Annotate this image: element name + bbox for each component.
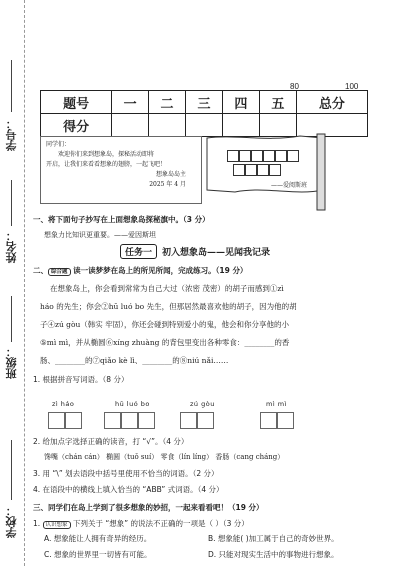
pinyin-label: hū luó bo: [115, 400, 150, 408]
q2-passage-line: 子④zú gòu（韩实 牢固），你还会碰到特别爱小的鬼，他会和你分享他的小: [40, 320, 289, 329]
flag-grid-cell[interactable]: [275, 150, 287, 162]
letter-greeting: 同学们：: [46, 141, 71, 148]
q2-passage-line: ⑤mì mì，并从椭圆⑥xíng zhuàng 的背包里变出各种零食：________的香: [40, 338, 290, 347]
q3-1-badge: 认识想象: [43, 521, 71, 529]
flag-grid-cell[interactable]: [245, 164, 257, 176]
school-label: 学校：: [5, 505, 18, 538]
task1-header: [120, 244, 270, 258]
word-box-group[interactable]: [260, 412, 294, 430]
pinyin-label: mì mì: [266, 400, 287, 408]
score-input-cell[interactable]: [112, 114, 149, 137]
score-header-cell: 五: [259, 91, 296, 114]
q3-1-number: 1.: [33, 519, 41, 528]
letter-line: 开启，让我们来看看想象的翅膀，一起飞吧！: [46, 161, 167, 168]
student-id-line: [11, 60, 12, 112]
pinyin-label: zì háo: [52, 400, 75, 408]
q2-title-text: 读一读梦梦在岛上的所见所闻，完成练习。（19 分）: [73, 266, 248, 275]
score-header-cell: 总分: [296, 91, 367, 114]
score-header-cell: 题号: [41, 91, 112, 114]
student-id-label: 学号：: [5, 118, 18, 151]
name-label: 姓名：: [5, 230, 18, 263]
q2-2-label: 2. 给加点字选择正确的读音，打 “√”。（4 分）: [33, 437, 189, 446]
score-table: [40, 90, 368, 137]
q2-title: [33, 265, 247, 276]
word-box-group[interactable]: [104, 412, 155, 430]
q2-number: 二、: [33, 266, 48, 275]
word-box-group[interactable]: [48, 412, 82, 430]
char-box[interactable]: [104, 412, 121, 429]
pinyin-label: zú gòu: [190, 400, 215, 408]
q3-option-b[interactable]: B. 想象能( )加工属于自己的奇妙世界。: [208, 534, 339, 543]
q1-sentence: 想象力比知识更重要。——爱因斯坦: [44, 231, 156, 239]
q3-option-a[interactable]: A. 想象能让人拥有奇异的经历。: [44, 534, 152, 543]
q2-passage-line: háo 的先生；你会②hū luó bo 先生，但那居然最喜欢他的胡子，因为他的胡: [40, 302, 297, 311]
q3-title: 三、同学们在岛上学到了很多想象的妙招，一起来看看吧！（19 分）: [33, 503, 264, 512]
q2-3-label: 3. 用 “\” 划去语段中括号里使用不恰当的词语。（2 分）: [33, 469, 219, 478]
flag-grid-cell[interactable]: [257, 164, 269, 176]
q2-2-items[interactable]: 馋嘴（chán cán） 椭圆（tuǒ suí） 零食（lín líng） 香肠（cang cháng）: [44, 453, 285, 461]
q2-passage-line: 在想象岛上，你会看到常常为自己大过（浓密 茂密）的胡子而感到①zì: [50, 284, 284, 293]
q1-title: 一、将下面句子抄写在上面想象岛探秘旗中。（3 分）: [33, 215, 210, 224]
task1-badge: 任务一: [120, 244, 157, 259]
score-header-cell: 四: [222, 91, 259, 114]
q2-tag: 综合题: [48, 268, 71, 276]
q3-option-d[interactable]: D. 只能对现实生活中的事物进行想象。: [208, 550, 339, 559]
score-header-cell: 一: [112, 91, 149, 114]
q2-passage-line: 肠、________的⑦qiǎo kè lì、________的⑧niú nǎi……: [40, 356, 229, 365]
class-line: [11, 296, 12, 342]
flag-grid-cell[interactable]: [233, 164, 245, 176]
flag-grid-cell[interactable]: [227, 150, 239, 162]
char-box[interactable]: [121, 412, 138, 429]
flag-grid-cell[interactable]: [287, 150, 299, 162]
student-info-strip: [2, 0, 25, 566]
char-box[interactable]: [260, 412, 277, 429]
flag-grid-cell[interactable]: [251, 150, 263, 162]
flag-sign: ——爱阅斯班: [271, 182, 308, 189]
name-line: [11, 180, 12, 226]
q3-1-text: 下列关于 “想象” 的说法不正确的一项是（ ）（3 分）: [72, 519, 249, 528]
char-box[interactable]: [197, 412, 214, 429]
class-label: 班级：: [5, 346, 18, 379]
score-input-cell[interactable]: [149, 114, 186, 137]
q3-1: [33, 518, 249, 529]
char-box[interactable]: [48, 412, 65, 429]
q2-4-label: 4. 在语段中的横线上填入恰当的 “ABB” 式词语。（4 分）: [33, 485, 224, 494]
score-table-header-row: [41, 91, 368, 114]
letter-line: 欢迎你们来到想象岛，探秘活动即将: [58, 151, 155, 158]
char-box[interactable]: [277, 412, 294, 429]
flag-grid-cell[interactable]: [239, 150, 251, 162]
letter-signature: 想象岛岛主: [155, 171, 186, 178]
char-box[interactable]: [65, 412, 82, 429]
welcome-letter: [40, 136, 202, 204]
q3-option-c[interactable]: C. 想象的世界里一切皆有可能。: [44, 550, 152, 559]
letter-date: 2025 年 4 月: [149, 181, 186, 188]
score-header-cell: 二: [149, 91, 186, 114]
flag-grid-cell[interactable]: [263, 150, 275, 162]
flag-grid-cell[interactable]: [269, 164, 281, 176]
score-row-label: 得分: [41, 114, 112, 137]
score-mark-80: 80: [290, 82, 299, 91]
score-mark-100: 100: [345, 82, 359, 91]
task1-title: 初入想象岛——见闻我记录: [162, 247, 271, 258]
char-box[interactable]: [138, 412, 155, 429]
school-line: [11, 440, 12, 500]
score-header-cell: 三: [186, 91, 223, 114]
char-box[interactable]: [180, 412, 197, 429]
word-box-group[interactable]: [180, 412, 214, 430]
q2-1-label: 1. 根据拼音写词语。（8 分）: [33, 375, 129, 384]
exploration-flag: [205, 132, 333, 212]
